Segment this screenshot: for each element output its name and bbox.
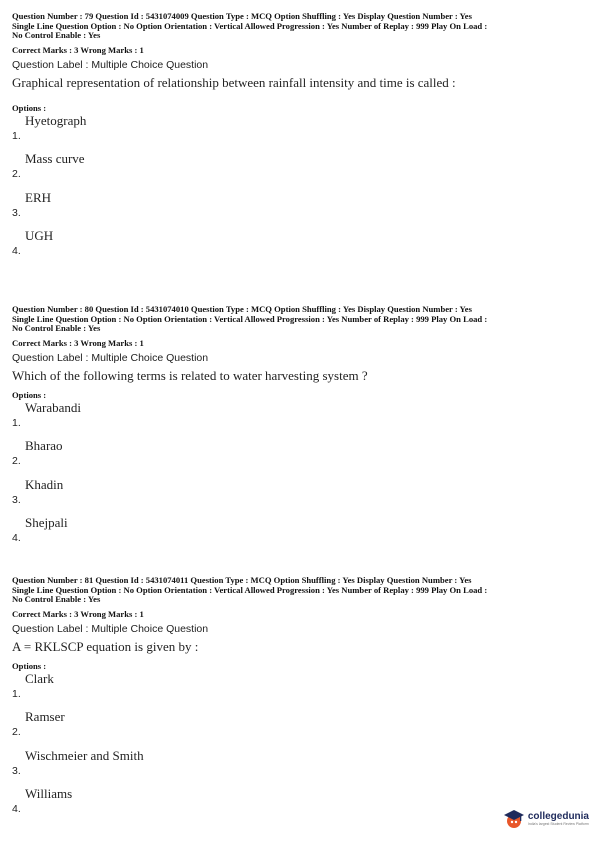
option-text: Williams <box>25 786 73 802</box>
question-marks: Correct Marks : 3 Wrong Marks : 1 <box>12 44 144 55</box>
option-text: Mass curve <box>25 151 85 167</box>
options-title: Options : <box>12 102 47 113</box>
option-item[interactable] <box>12 400 587 439</box>
question-label: Question Label : Multiple Choice Question <box>12 58 209 71</box>
option-text: Warabandi <box>25 399 81 415</box>
option-text: Wischmeier and Smith <box>25 747 144 763</box>
option-item[interactable] <box>12 190 587 229</box>
logo-tagline: India's largest Student Review Platform <box>527 822 589 826</box>
option-item[interactable] <box>12 515 587 554</box>
option-number: 2. <box>12 455 21 468</box>
option-number: 1. <box>12 416 21 429</box>
option-item[interactable] <box>12 786 587 825</box>
options-title: Options : <box>12 660 47 671</box>
logo-text <box>528 811 589 827</box>
question-block-81 <box>12 576 587 825</box>
option-number: 4. <box>12 803 21 816</box>
question-block-80 <box>12 305 587 554</box>
option-text: UGH <box>25 228 54 244</box>
option-number: 1. <box>12 687 21 700</box>
option-number: 2. <box>12 726 21 739</box>
question-meta: Question Number : 80 Question Id : 5431074010 Question Type : MCQ Option Shuffling : Yes Display Question Number : Yes Single Line Question Option : No Option Orientation : Vertical Allowed Progression : Yes Number of Replay : 999 Play On Load : No Control Enable : Yes <box>12 304 488 334</box>
option-item[interactable] <box>12 709 587 748</box>
question-text: A = RKLSCP equation is given by : <box>12 638 199 654</box>
option-item[interactable] <box>12 151 587 190</box>
option-number: 2. <box>12 168 21 181</box>
option-number: 3. <box>12 493 21 506</box>
collegedunia-logo[interactable] <box>503 808 589 830</box>
option-item[interactable] <box>12 113 587 152</box>
question-meta: Question Number : 81 Question Id : 5431074011 Question Type : MCQ Option Shuffling : Yes Display Question Number : Yes Single Line Question Option : No Option Orientation : Vertical Allowed Progression : Yes Number of Replay : 999 Play On Load : No Control Enable : Yes <box>12 575 488 605</box>
option-text: Clark <box>25 670 54 686</box>
question-label: Question Label : Multiple Choice Question <box>12 351 209 364</box>
graduation-cap-icon <box>503 808 525 830</box>
option-text: Ramser <box>25 709 65 725</box>
question-text: Which of the following terms is related to water harvesting system ? <box>12 367 368 383</box>
option-item[interactable] <box>12 671 587 710</box>
option-item[interactable] <box>12 438 587 477</box>
option-text: ERH <box>25 189 51 205</box>
question-label: Question Label : Multiple Choice Question <box>12 622 209 635</box>
option-number: 4. <box>12 532 21 545</box>
option-number: 3. <box>12 206 21 219</box>
option-text: Bharao <box>25 438 63 454</box>
option-text: Hyetograph <box>25 112 87 128</box>
question-text: Graphical representation of relationship between rainfall intensity and time is called : <box>12 74 456 90</box>
option-item[interactable] <box>12 228 587 267</box>
options-title: Options : <box>12 389 47 400</box>
option-item[interactable] <box>12 477 587 516</box>
option-number: 1. <box>12 129 21 142</box>
question-marks: Correct Marks : 3 Wrong Marks : 1 <box>12 608 144 619</box>
option-text: Khadin <box>25 476 64 492</box>
option-number: 3. <box>12 764 21 777</box>
option-number: 4. <box>12 245 21 258</box>
question-meta: Question Number : 79 Question Id : 5431074009 Question Type : MCQ Option Shuffling : Yes Display Question Number : Yes Single Line Question Option : No Option Orientation : Vertical Allowed Progression : Yes Number of Replay : 999 Play On Load : No Control Enable : Yes <box>12 11 488 41</box>
question-marks: Correct Marks : 3 Wrong Marks : 1 <box>12 337 144 348</box>
logo-name: collegedunia <box>527 811 589 822</box>
option-item[interactable] <box>12 748 587 787</box>
option-text: Shejpali <box>25 515 68 531</box>
question-block-79 <box>12 12 587 267</box>
